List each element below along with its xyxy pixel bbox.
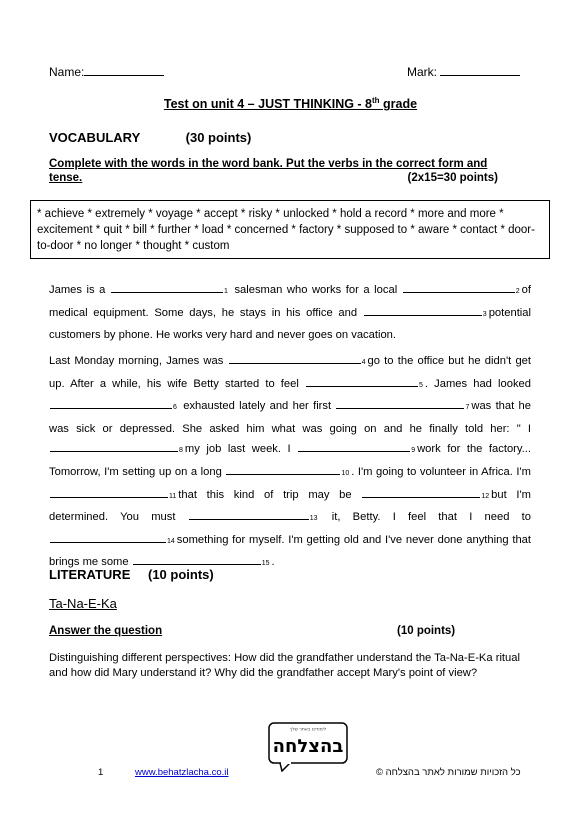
answer-heading: Answer the question (10 points) <box>49 625 456 637</box>
passage-paragraph-2: Last Monday morning, James was 4 go to the office but he didn't get up. After a while, his wife Betty started to feel 5 . James had looked 6 exhausted lately and her first 7 was that he was sick or depressed. She asked him what was going on and he finally told her: " I 8 my job last week. I 9 work for the factory... Tomorrow, I'm setting up on a long 10 . I'm going to volunteer in Africa. I'm 11 that this kind of trip may be 12 but I'm determined. You must 13 it, Betty. I feel that I need to 14 something for myself. I'm getting old and I've never done anything that brings me some 15 . <box>49 351 531 575</box>
story-title: Ta-Na-E-Ka <box>49 596 117 611</box>
blank-3[interactable] <box>364 303 482 316</box>
vocabulary-points: (30 points) <box>185 130 252 145</box>
svg-text:בהצלחה: בהצלחה <box>272 736 344 757</box>
name-label: Name: <box>49 65 85 79</box>
blank-11[interactable] <box>50 485 168 498</box>
blank-4[interactable] <box>229 351 361 364</box>
literature-points: (10 points) <box>148 567 214 582</box>
blank-14[interactable] <box>50 530 166 543</box>
speech-bubble-logo-icon <box>268 722 348 772</box>
page-title: Test on unit 4 – JUST THINKING - 8th grade <box>163 96 418 112</box>
copyright-notice: כל הזכויות שמורות לאתר בהצלחה © <box>376 767 521 778</box>
website-link[interactable]: www.behatzlacha.co.il <box>135 767 229 778</box>
blank-13[interactable] <box>189 507 309 520</box>
passage-paragraph-1: James is a 1 salesman who works for a local 2 of medical equipment. Some days, he stays in his office and 3 potential customers by phone. He works very hard and never goes on vacation. <box>49 280 531 346</box>
literature-question: Distinguishing different perspectives: How did the grandfather understand the Ta-Na-E-Ka ritual and how did Mary understand it? Why did the grandfather accept Mary's point of view? <box>49 652 520 679</box>
blank-6[interactable] <box>50 396 172 409</box>
blank-1[interactable] <box>111 280 223 293</box>
behatzlacha-logo <box>268 722 348 766</box>
answer-points: (10 points) <box>397 625 456 637</box>
name-mark-row <box>49 64 519 79</box>
vocabulary-heading: VOCABULARY (30 points) <box>49 130 252 145</box>
literature-heading: LITERATURE (10 points) <box>49 567 214 582</box>
blank-9[interactable] <box>298 439 410 452</box>
vocabulary-score: (2x15=30 points) <box>407 172 498 184</box>
mark-group <box>407 64 520 79</box>
blank-2[interactable] <box>403 280 515 293</box>
mark-label: Mark: <box>407 65 437 79</box>
page-number: 1 <box>98 767 104 778</box>
mark-field[interactable] <box>440 64 520 76</box>
blank-8[interactable] <box>50 439 178 452</box>
svg-text:לימודים באתר שלך: לימודים באתר שלך <box>289 727 327 733</box>
blank-5[interactable] <box>306 374 418 387</box>
blank-7[interactable] <box>336 396 464 409</box>
word-bank: * achieve * extremely * voyage * accept * risky * unlocked * hold a record * more and more * excitement * quit * bill * further * load * concerned * factory * supposed to * aware * contact * door-to-door * no longer * thought * custom <box>30 200 550 259</box>
vocabulary-instructions: Complete with the words in the word bank. Put the verbs in the correct form and tense. (2x15=30 points) <box>49 158 498 184</box>
blank-15[interactable] <box>133 552 261 565</box>
blank-12[interactable] <box>362 485 480 498</box>
name-field[interactable] <box>84 64 164 76</box>
blank-10[interactable] <box>226 462 340 475</box>
